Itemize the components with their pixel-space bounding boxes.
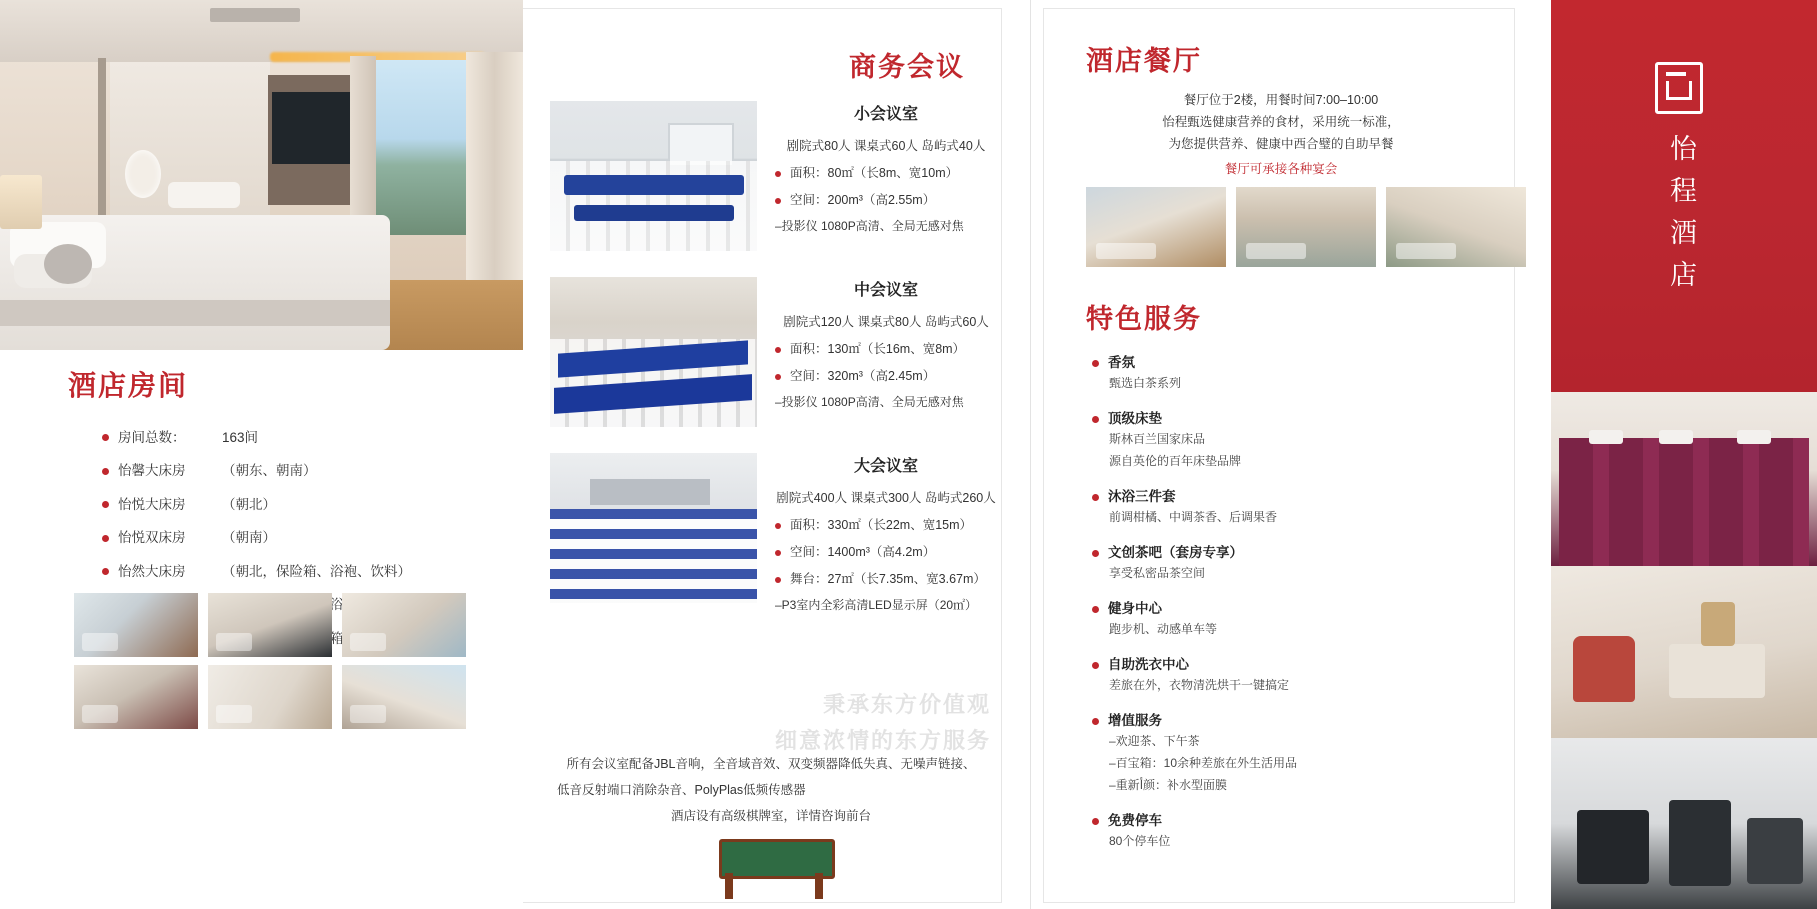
watermark-line-1: 秉承东方价值观	[822, 692, 991, 717]
meeting-room-area: 面积：330㎡（长22m、宽15m）	[775, 515, 997, 533]
service-item	[1092, 809, 1492, 851]
bullet-icon	[775, 550, 781, 556]
service-detail: –重新أ颜：补水型面膜	[1109, 778, 1228, 792]
panel-hotel-rooms	[0, 0, 523, 909]
list-item	[102, 560, 542, 580]
service-item	[1092, 709, 1492, 795]
bullet-icon	[102, 568, 109, 575]
bullet-icon	[102, 501, 109, 508]
bullet-icon	[775, 577, 781, 583]
service-detail: 跑步机、动感单车等	[1109, 622, 1218, 636]
service-name: 文创茶吧（套房专享）	[1092, 541, 1492, 561]
watermark-line-2: 细意浓情的东方服务	[774, 728, 991, 753]
service-item	[1092, 485, 1492, 527]
service-detail: 源自英伦的百年床垫品牌	[1109, 454, 1242, 468]
meeting-room-small-photo	[550, 101, 757, 251]
meeting-room-name: 中会议室	[853, 282, 918, 299]
list-item	[102, 526, 542, 546]
footnote-line-2: 低音反射端口消除杂音、PolyPlas低频传感器	[557, 783, 806, 797]
bullet-icon	[1092, 416, 1099, 423]
service-detail: 80个停车位	[1109, 834, 1171, 848]
hotel-room-hero-photo	[0, 0, 523, 350]
meeting-room-name: 大会议室	[853, 458, 918, 475]
room-photo-6	[342, 665, 466, 729]
service-detail: 差旅在外，衣物清洗烘干一键搞定	[1109, 678, 1290, 692]
room-label: 房间总数：	[118, 429, 186, 445]
bullet-icon	[1092, 606, 1099, 613]
meeting-room-medium	[550, 277, 996, 427]
restaurant-photo-3	[1386, 187, 1526, 267]
room-photo-4	[74, 665, 198, 729]
meeting-room-extra: –P3室内全彩高清LED显示屏（20㎡）	[775, 598, 978, 612]
restaurant-description	[1086, 89, 1476, 180]
footnote-line-1: 所有会议室配备JBL音响，全音域音效、双变频器降低失真、无噪声链接、	[566, 757, 976, 771]
panel-brand	[1551, 0, 1817, 909]
services-list	[1092, 351, 1492, 865]
bullet-icon	[1092, 550, 1099, 557]
service-item	[1092, 653, 1492, 695]
service-name: 免费停车	[1092, 809, 1492, 829]
room-value: （朝南）	[222, 530, 276, 545]
room-label: 怡馨大床房	[118, 463, 186, 478]
meeting-room-extra: –投影仪 1080P高清、全局无感对焦	[775, 395, 964, 409]
panel-restaurant-services	[1031, 0, 1551, 909]
mahjong-table-icon	[715, 835, 833, 901]
meeting-room-large-photo	[550, 453, 757, 603]
page-title-restaurant: 酒店餐厅	[1086, 46, 1202, 76]
meeting-room-medium-info	[775, 277, 997, 422]
room-label: 怡悦大床房	[118, 496, 186, 512]
service-detail: 前调柑橘、中调茶香、后调果香	[1109, 510, 1278, 524]
bullet-icon	[775, 171, 781, 177]
meeting-room-capacity: 剧院式80人 课桌式60人 岛屿式40人	[786, 139, 986, 153]
service-name: 沐浴三件套	[1092, 485, 1492, 505]
room-label: 怡悦双床房	[118, 530, 186, 545]
bullet-icon	[1092, 360, 1099, 367]
service-name: 自助洗衣中心	[1092, 653, 1492, 673]
hotel-logo-icon	[1655, 62, 1703, 114]
meeting-room-name: 小会议室	[853, 106, 918, 123]
staff-photo	[1551, 392, 1817, 566]
service-name: 香氛	[1092, 351, 1492, 371]
room-photo-5	[208, 665, 332, 729]
service-item	[1092, 541, 1492, 583]
rooms-info-body	[0, 350, 523, 909]
page-title-services: 特色服务	[1086, 304, 1202, 334]
brand-block	[1551, 0, 1817, 392]
service-name: 健身中心	[1092, 597, 1492, 617]
restaurant-photo-2	[1236, 187, 1376, 267]
restaurant-line-3: 为您提供营养、健康中西合璧的自助早餐	[1168, 137, 1394, 151]
meeting-room-area: 面积：130㎡（长16m、宽8m）	[775, 339, 997, 357]
meeting-room-capacity: 剧院式120人 课桌式80人 岛屿式60人	[783, 315, 989, 329]
service-detail: 甄选白茶系列	[1109, 376, 1182, 390]
room-photo-1	[74, 593, 198, 657]
bullet-icon	[775, 523, 781, 529]
meeting-room-space: 空间：1400m³（高4.2m）	[775, 542, 997, 560]
meeting-room-large	[550, 453, 996, 613]
meeting-room-small	[550, 101, 996, 251]
service-name: 增值服务	[1092, 709, 1492, 729]
gym-photo	[1551, 738, 1817, 909]
meeting-room-large-info	[775, 453, 997, 625]
room-value: （朝北，保险箱、浴袍、饮料）	[222, 563, 411, 579]
bullet-icon	[775, 198, 781, 204]
service-detail: 享受私密品茶空间	[1109, 566, 1206, 580]
meeting-room-space: 空间：200m³（高2.55m）	[775, 190, 997, 208]
restaurant-line-2: 怡程甄选健康营养的食材，采用统一标准，	[1162, 115, 1400, 129]
meeting-room-stage: 舞台：27㎡（长7.35m、宽3.67m）	[775, 569, 997, 587]
meeting-room-area: 面积：80㎡（长8m、宽10m）	[775, 163, 997, 181]
services-card	[1043, 8, 1515, 903]
bullet-icon	[1092, 662, 1099, 669]
restaurant-line-1: 餐厅位于2楼，用餐时间7:00–10:00	[1183, 93, 1379, 107]
meeting-card	[523, 8, 1002, 903]
restaurant-highlight: 餐厅可承接各种宴会	[1224, 162, 1338, 176]
page-title-meeting: 商务会议	[849, 52, 965, 82]
meeting-room-medium-photo	[550, 277, 757, 427]
footnote-line-3: 酒店设有高级棋牌室，详情咨询前台	[670, 809, 871, 823]
list-item	[102, 459, 542, 479]
restaurant-photo-row	[1086, 187, 1526, 267]
room-label: 怡然大床房	[118, 563, 186, 579]
meeting-room-space: 空间：320m³（高2.45m）	[775, 366, 997, 384]
room-value: 163间	[222, 429, 259, 445]
list-item	[102, 426, 542, 446]
bullet-icon	[775, 347, 781, 353]
meeting-footnote	[551, 751, 991, 829]
list-item	[102, 493, 542, 513]
bullet-icon	[1092, 718, 1099, 725]
page-title-rooms: 酒店房间	[68, 370, 189, 401]
brand-name: 怡程酒店	[1670, 134, 1700, 290]
service-detail: 斯林百兰国家床品	[1109, 432, 1206, 446]
room-value: （朝北）	[222, 496, 276, 512]
bullet-icon	[775, 374, 781, 380]
service-item	[1092, 407, 1492, 471]
bullet-icon	[102, 535, 109, 542]
bullet-icon	[102, 434, 109, 441]
room-value: （朝东、朝南）	[222, 463, 317, 478]
lounge-photo	[1551, 566, 1817, 738]
panel-business-meeting	[523, 0, 1031, 909]
service-detail: –欢迎茶、下午茶	[1109, 734, 1200, 748]
meeting-room-small-info	[775, 101, 997, 246]
restaurant-photo-1	[1086, 187, 1226, 267]
service-item	[1092, 597, 1492, 639]
room-photo-grid	[74, 593, 470, 729]
bullet-icon	[1092, 818, 1099, 825]
brand-watermark	[751, 687, 991, 759]
service-item	[1092, 351, 1492, 393]
meeting-room-extra: –投影仪 1080P高清、全局无感对焦	[775, 219, 964, 233]
room-photo-2	[208, 593, 332, 657]
room-photo-3	[342, 593, 466, 657]
bullet-icon	[102, 468, 109, 475]
service-name: 顶级床垫	[1092, 407, 1492, 427]
service-detail: –百宝箱：10余种差旅在外生活用品	[1109, 756, 1298, 770]
meeting-room-capacity: 剧院式400人 课桌式300人 岛屿式260人	[776, 491, 996, 505]
bullet-icon	[1092, 494, 1099, 501]
